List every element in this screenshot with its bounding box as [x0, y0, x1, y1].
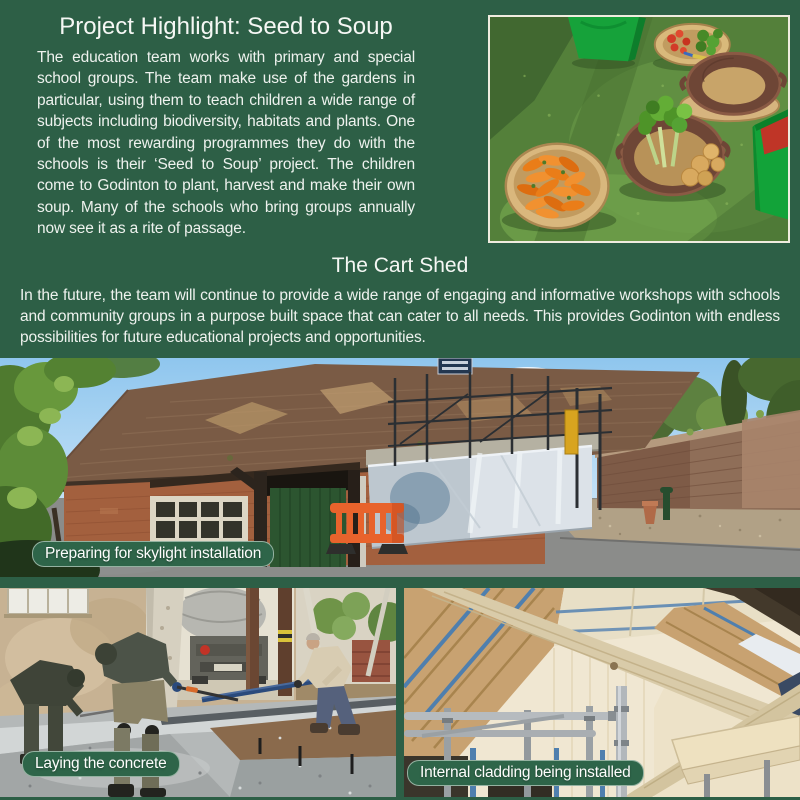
seed-to-soup-body: The education team works with primary and special school groups. The team make use of the gardens in particular, using them to teach children a wide range of subjects including biodiversity, habitats and plants. One of the most rewarding programmes they do with the schools is their ‘Seed to Soup’ project. The children come to Godinton to plant, harvest and make their own soup. Many of the schools who bring groups annually now see it as a rite of passage.: [37, 49, 415, 238]
seed-to-soup-title: Project Highlight: Seed to Soup: [59, 13, 393, 40]
laying-concrete-photo: [0, 588, 396, 797]
vegetable-baskets-photo: [488, 15, 790, 243]
vegetable-baskets-illustration: [490, 17, 788, 241]
yellow-plank: [565, 410, 578, 454]
roof-sign: [438, 358, 472, 374]
internal-cladding-photo: [404, 588, 800, 797]
cladding-caption: Internal cladding being installed: [407, 760, 644, 786]
cart-shed-title: The Cart Shed: [331, 254, 469, 277]
cart-shed-body: In the future, the team will continue to provide a wide range of engaging and informative workshops with schools and community groups in a purpose built space that can cater to all needs. This provides Godinton with endless possibilities for future educational projects and opportunities.: [20, 287, 780, 346]
shed-window: [146, 496, 252, 547]
concrete-caption: Laying the concrete: [22, 751, 180, 777]
interior-window: [4, 588, 92, 618]
green-trug: [752, 109, 788, 219]
green-door: [270, 488, 346, 567]
cart-shed-photo: [0, 358, 800, 577]
skylight-caption: Preparing for skylight installation: [32, 541, 274, 567]
